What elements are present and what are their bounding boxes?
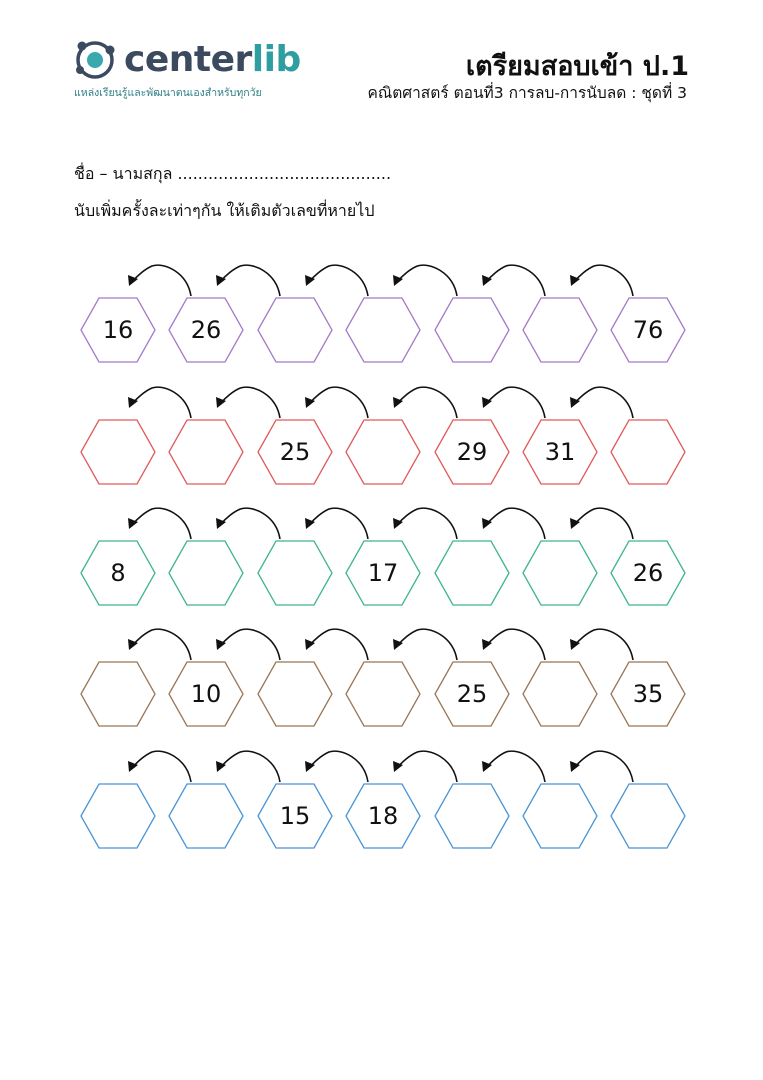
blank-hexagon-answer[interactable] (80, 783, 156, 849)
hexagon-number: 25 (279, 438, 311, 466)
number-hexagon (610, 297, 686, 363)
number-hexagon (345, 783, 421, 849)
blank-hexagon-answer[interactable] (610, 783, 686, 849)
number-hexagon (257, 419, 333, 485)
curved-arrow-icon (386, 258, 467, 298)
page-title: เตรียมสอบเข้า ป.1 (465, 51, 689, 82)
curved-arrow-icon (563, 380, 643, 420)
curved-arrow-icon (209, 744, 290, 784)
blank-hexagon-answer[interactable] (610, 419, 686, 485)
hexagon-number (434, 540, 510, 606)
blank-hexagon-answer[interactable] (168, 540, 244, 606)
blank-hexagon-answer[interactable] (257, 540, 333, 606)
curved-arrow-icon (298, 258, 378, 298)
blank-hexagon-answer[interactable] (522, 297, 598, 363)
curved-arrow-icon (121, 744, 201, 784)
number-row-4 (0, 622, 763, 752)
curved-arrow-icon (386, 744, 467, 784)
logo-wordmark: centerlib (124, 39, 301, 80)
hexagon-number (257, 297, 333, 363)
number-hexagon (345, 540, 421, 606)
curved-arrow-icon (209, 622, 290, 662)
curved-arrow-icon (475, 380, 555, 420)
number-hexagon (522, 419, 598, 485)
curved-arrow-icon (209, 380, 290, 420)
blank-hexagon-answer[interactable] (257, 661, 333, 727)
hexagon-number: 18 (367, 802, 399, 830)
hexagon-number (522, 661, 598, 727)
name-field-line[interactable]: ชื่อ – นามสกุล .......................................... (74, 164, 392, 183)
number-hexagon (168, 297, 244, 363)
hexagon-number: 8 (110, 559, 126, 587)
blank-hexagon-answer[interactable] (434, 783, 510, 849)
number-hexagon (610, 540, 686, 606)
hexagon-number: 31 (544, 438, 576, 466)
blank-hexagon-answer[interactable] (434, 540, 510, 606)
hexagon-number (610, 783, 686, 849)
blank-hexagon-answer[interactable] (80, 419, 156, 485)
blank-hexagon-answer[interactable] (522, 661, 598, 727)
hexagon-number (168, 783, 244, 849)
page-subtitle: คณิตศาสตร์ ตอนที่3 การลบ-การนับลด : ชุดที่ 3 (367, 84, 687, 102)
hexagon-number: 10 (190, 680, 222, 708)
number-row-3 (0, 501, 763, 631)
number-hexagon (257, 783, 333, 849)
curved-arrow-icon (298, 380, 378, 420)
curved-arrow-icon (563, 501, 643, 541)
hexagon-number (345, 419, 421, 485)
hexagon-number (345, 661, 421, 727)
number-row-5 (0, 744, 763, 874)
hexagon-number (522, 783, 598, 849)
hexagon-number: 25 (456, 680, 488, 708)
number-hexagon (80, 297, 156, 363)
number-hexagon (434, 419, 510, 485)
hexagon-number: 35 (632, 680, 664, 708)
curved-arrow-icon (209, 258, 290, 298)
hexagon-number (168, 419, 244, 485)
curved-arrow-icon (386, 622, 467, 662)
curved-arrow-icon (475, 744, 555, 784)
hexagon-number (345, 297, 421, 363)
blank-hexagon-answer[interactable] (522, 540, 598, 606)
hexagon-number (434, 783, 510, 849)
hexagon-number: 15 (279, 802, 311, 830)
blank-hexagon-answer[interactable] (345, 661, 421, 727)
logo-tagline: แหล่งเรียนรู้และพัฒนาตนเองสำหรับทุกวัย (74, 87, 262, 99)
blank-hexagon-answer[interactable] (80, 661, 156, 727)
curved-arrow-icon (475, 622, 555, 662)
number-hexagon (80, 540, 156, 606)
blank-hexagon-answer[interactable] (168, 783, 244, 849)
curved-arrow-icon (298, 622, 378, 662)
hexagon-number (80, 661, 156, 727)
hexagon-number (434, 297, 510, 363)
hexagon-number: 29 (456, 438, 488, 466)
hexagon-number (80, 419, 156, 485)
blank-hexagon-answer[interactable] (168, 419, 244, 485)
curved-arrow-icon (563, 622, 643, 662)
number-row-1 (0, 258, 763, 388)
curved-arrow-icon (386, 501, 467, 541)
curved-arrow-icon (298, 501, 378, 541)
hexagon-number (257, 540, 333, 606)
hexagon-number (168, 540, 244, 606)
curved-arrow-icon (121, 258, 201, 298)
hexagon-number: 76 (632, 316, 664, 344)
curved-arrow-icon (298, 744, 378, 784)
curved-arrow-icon (386, 380, 467, 420)
number-hexagon (434, 661, 510, 727)
hexagon-number (522, 297, 598, 363)
hexagon-number: 16 (102, 316, 134, 344)
curved-arrow-icon (121, 380, 201, 420)
curved-arrow-icon (121, 622, 201, 662)
curved-arrow-icon (209, 501, 290, 541)
curved-arrow-icon (475, 258, 555, 298)
blank-hexagon-answer[interactable] (522, 783, 598, 849)
hexagon-number (257, 661, 333, 727)
blank-hexagon-answer[interactable] (434, 297, 510, 363)
curved-arrow-icon (475, 501, 555, 541)
hexagon-number: 26 (190, 316, 222, 344)
hexagon-number: 26 (632, 559, 664, 587)
curved-arrow-icon (121, 501, 201, 541)
hexagon-number: 17 (367, 559, 399, 587)
blank-hexagon-answer[interactable] (345, 419, 421, 485)
hexagon-number (80, 783, 156, 849)
instruction-text: นับเพิ่มครั้งละเท่าๆกัน ให้เติมตัวเลขที่หายไป (74, 201, 375, 220)
number-hexagon (610, 661, 686, 727)
blank-hexagon-answer[interactable] (257, 297, 333, 363)
number-row-2 (0, 380, 763, 510)
hexagon-number (610, 419, 686, 485)
number-hexagon (168, 661, 244, 727)
curved-arrow-icon (563, 744, 643, 784)
curved-arrow-icon (563, 258, 643, 298)
hexagon-number (522, 540, 598, 606)
blank-hexagon-answer[interactable] (345, 297, 421, 363)
